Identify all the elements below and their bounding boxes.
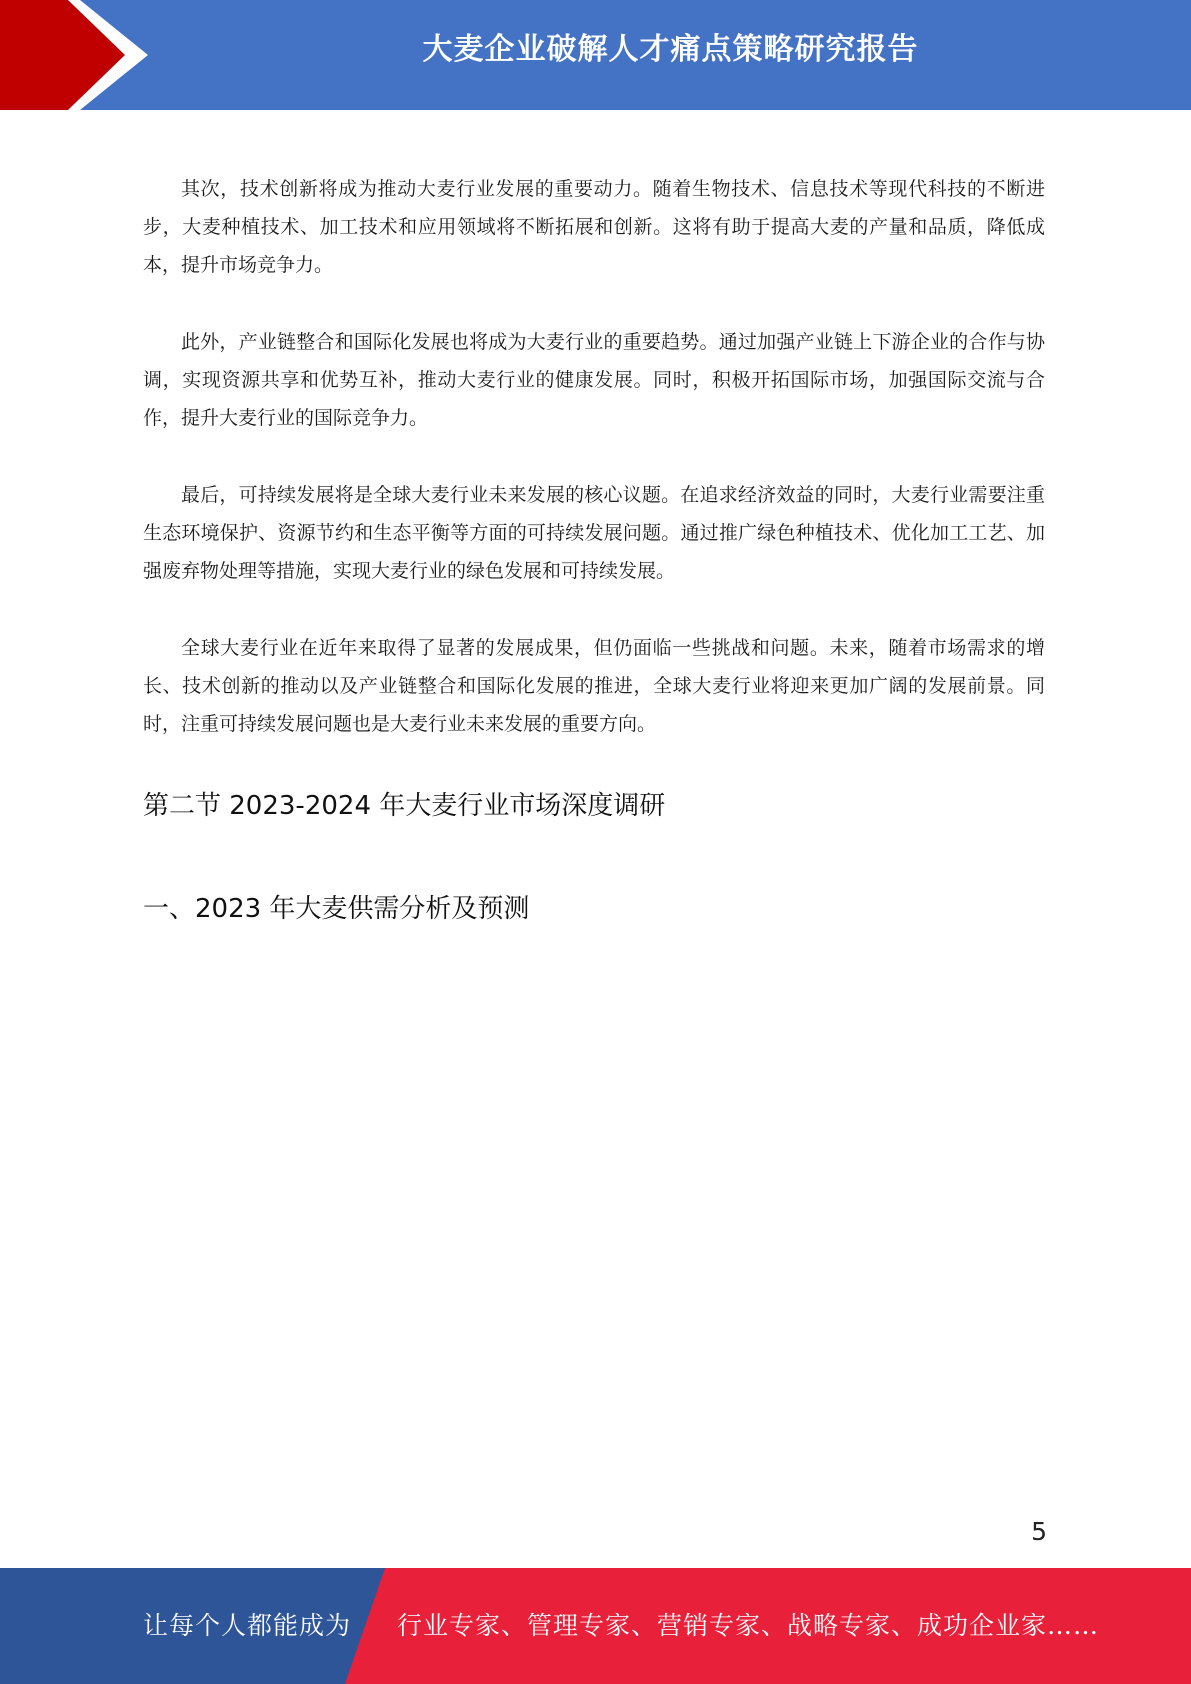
page-footer: [0, 1568, 1191, 1684]
paragraph: 其次，技术创新将成为推动大麦行业发展的重要动力。随着生物技术、信息技术等现代科技的不断进步，大麦种植技术、加工技术和应用领域将不断拓展和创新。这将有助于提高大麦的产量和品质，降低成本，提升市场竞争力。: [143, 178, 1045, 276]
footer-slogan-left: 让每个人都能成为: [143, 1611, 352, 1640]
page-number: 5: [1031, 1517, 1047, 1546]
paragraph: 此外，产业链整合和国际化发展也将成为大麦行业的重要趋势。通过加强产业链上下游企业的合作与协调，实现资源共享和优势互补，推动大麦行业的健康发展。同时，积极开拓国际市场，加强国际交流与合作，提升大麦行业的国际竞争力。: [143, 331, 1045, 429]
paragraph: 全球大麦行业在近年来取得了显著的发展成果，但仍面临一些挑战和问题。未来，随着市场需求的增长、技术创新的推动以及产业链整合和国际化发展的推进，全球大麦行业将迎来更加广阔的发展前景。同时，注重可持续发展问题也是大麦行业未来发展的重要方向。: [143, 637, 1045, 735]
footer-slogan-right: 行业专家、管理专家、营销专家、战略专家、成功企业家……: [397, 1611, 1100, 1640]
section-heading: 第二节 2023-2024 年大麦行业市场深度调研: [143, 791, 666, 821]
report-title: 大麦企业破解人才痛点策略研究报告: [422, 32, 919, 67]
subsection-heading: 一、2023 年大麦供需分析及预测: [143, 894, 530, 924]
header-red-block: [0, 0, 125, 110]
page-header: [0, 0, 1191, 110]
header-chevron-decoration: [0, 0, 160, 110]
document-body: [143, 170, 1045, 782]
paragraph: 最后，可持续发展将是全球大麦行业未来发展的核心议题。在追求经济效益的同时，大麦行业需要注重生态环境保护、资源节约和生态平衡等方面的可持续发展问题。通过推广绿色种植技术、优化加工工艺、加强废弃物处理等措施，实现大麦行业的绿色发展和可持续发展。: [143, 484, 1045, 582]
